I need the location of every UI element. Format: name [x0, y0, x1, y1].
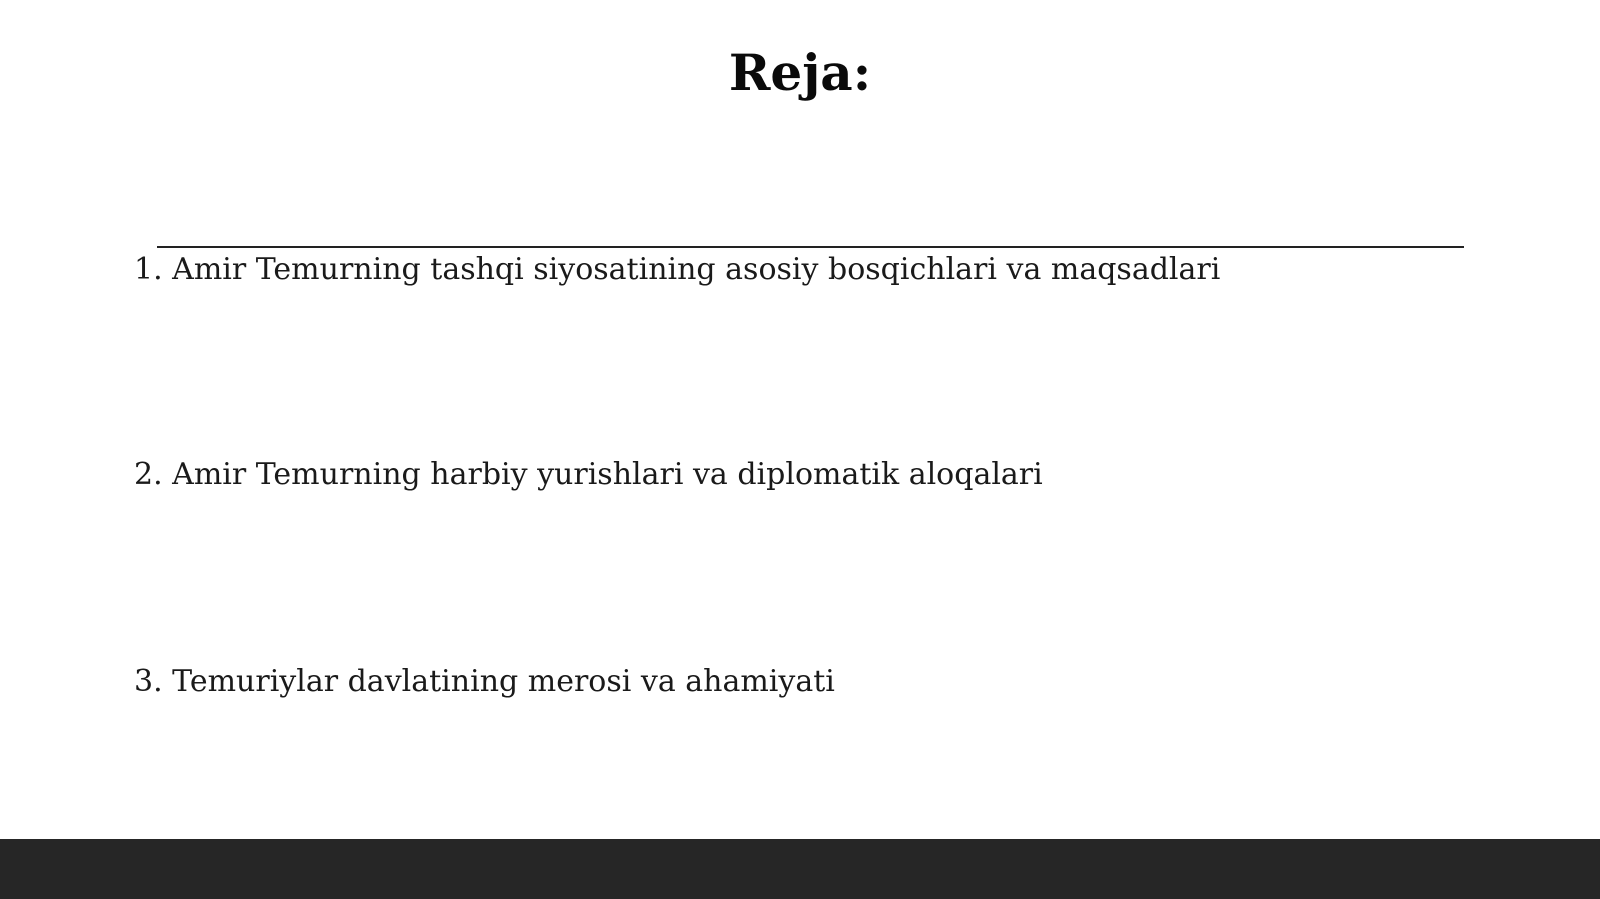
divider-line — [157, 246, 1464, 248]
slide-title: Reja: — [728, 43, 872, 102]
plan-item-2: 2. Amir Temurning harbiy yurishlari va diplomatik aloqalari — [134, 457, 1043, 492]
plan-item-3: 3. Temuriylar davlatining merosi va ahamiyati — [134, 664, 835, 699]
plan-item-1: 1. Amir Temurning tashqi siyosatining asosiy bosqichlari va maqsadlari — [134, 252, 1221, 287]
footer-bar — [0, 839, 1600, 899]
